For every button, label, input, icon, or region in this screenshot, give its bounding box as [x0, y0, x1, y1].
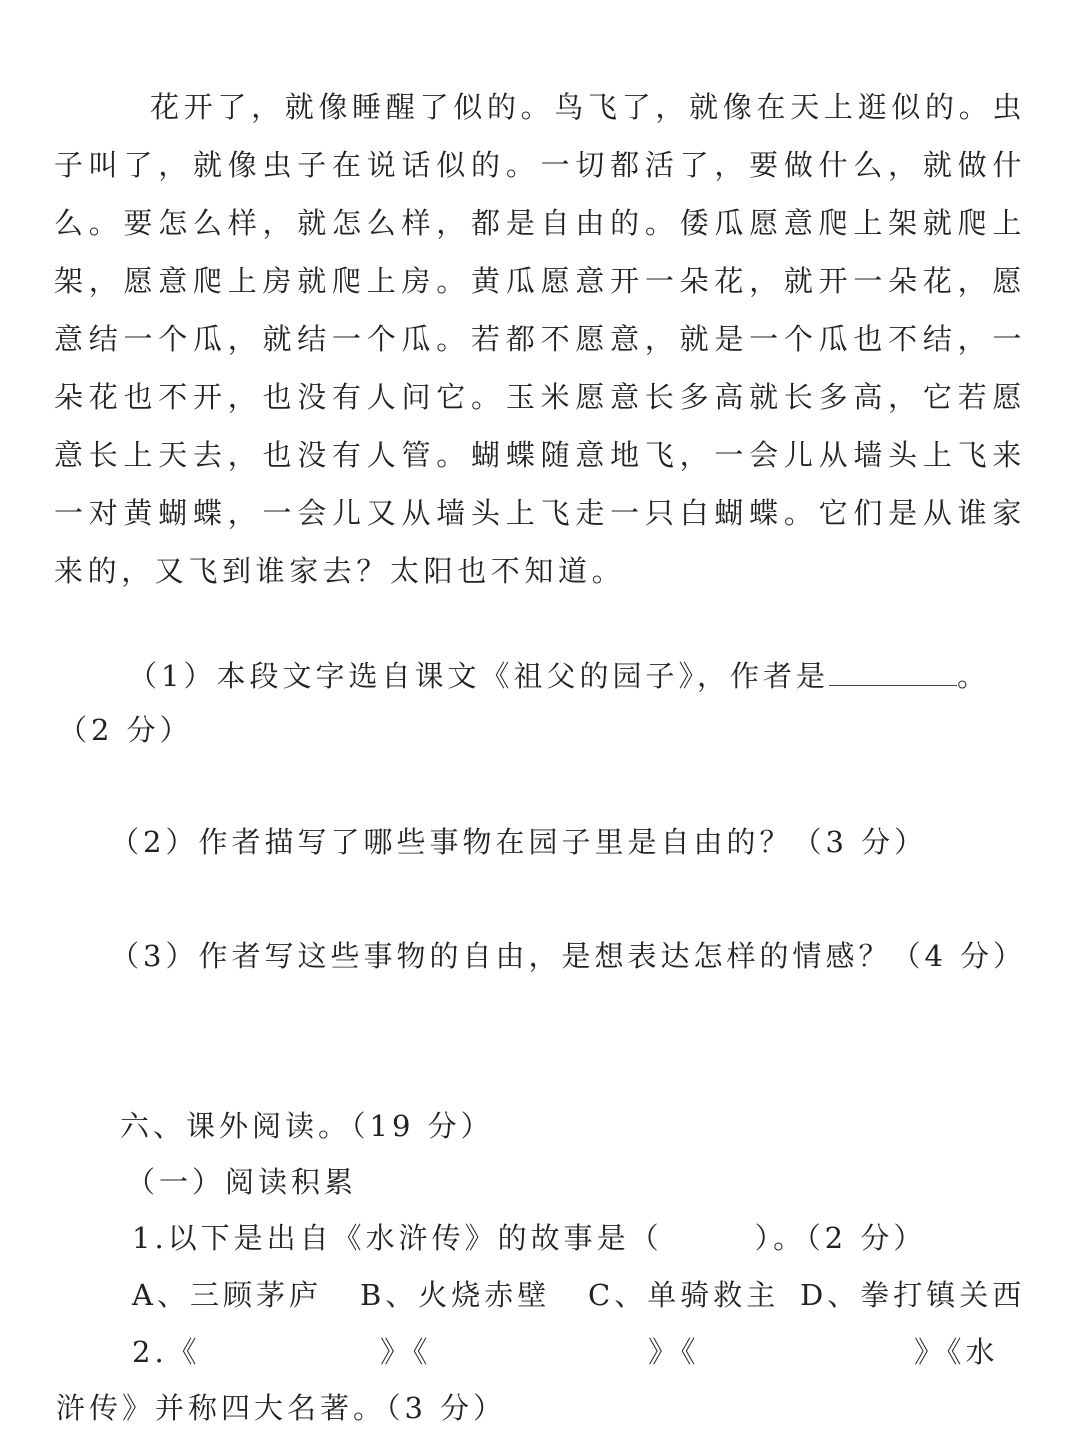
- option-d: D、拳打镇关西: [800, 1278, 1026, 1312]
- question-1-text: （1）本段文字选自课文《祖父的园子》，作者是: [128, 659, 829, 693]
- question-1-end: 。: [956, 659, 990, 693]
- item-2-tail: 浒传》并称四大名著。（3 分）: [56, 1391, 507, 1425]
- question-1: [128, 655, 990, 696]
- question-1-score: （2 分）: [58, 713, 193, 747]
- question-2: （2）作者描写了哪些事物在园子里是自由的？（3 分）: [110, 825, 928, 859]
- section-6-heading: 六、课外阅读。（19 分）: [120, 1109, 494, 1143]
- item-2-bracket-3: 》《: [648, 1335, 700, 1369]
- item-1-text: 1.以下是出自《水浒传》的故事是（: [132, 1221, 663, 1255]
- item-2-bracket-2: 》《: [380, 1335, 432, 1369]
- item-2-prefix: 2.《: [132, 1335, 201, 1369]
- option-b: B、火烧赤壁: [360, 1278, 551, 1312]
- subsection-reading-accumulation: （一）阅读积累: [126, 1165, 358, 1199]
- item-1: [132, 1218, 926, 1258]
- reading-passage: [54, 78, 1026, 600]
- option-a: A、三顾茅庐: [132, 1278, 322, 1312]
- item-2-bracket-4: 》《水: [914, 1335, 999, 1369]
- passage-paragraph: 花开了，就像睡醒了似的。鸟飞了，就像在天上逛似的。虫子叫了，就像虫子在说话似的。一切都活了，要做什么，就做什么。要怎么样，就怎么样，都是自由的。倭瓜愿意爬上架就爬上架，愿意爬上房就爬上房。黄瓜愿意开一朵花，就开一朵花，愿意结一个瓜，就结一个瓜。若都不愿意，就是一个瓜也不结，一朵花也不开，也没有人问它。玉米愿意长多高就长多高，它若愿意长上天去，也没有人管。蝴蝶随意地飞，一会儿从墙头上飞来一对黄蝴蝶，一会儿又从墙头上飞走一只白蝴蝶。它们是从谁家来的，又飞到谁家去？太阳也不知道。: [54, 90, 1026, 588]
- question-3: （3）作者写这些事物的自由，是想表达怎样的情感？（4 分）: [110, 939, 1027, 973]
- answer-blank-author[interactable]: [829, 655, 957, 686]
- option-c: C、单骑救主: [588, 1278, 780, 1312]
- item-1-score: ）。（2 分）: [754, 1221, 927, 1255]
